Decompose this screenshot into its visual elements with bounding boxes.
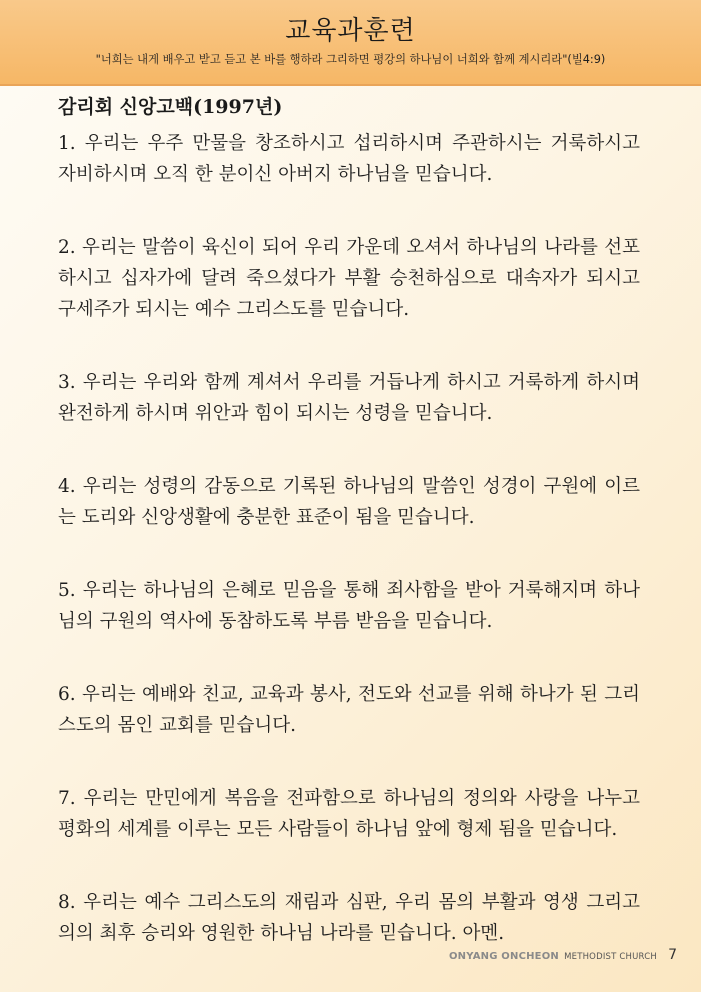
page-header — [0, 0, 701, 86]
confession-article-3: 3. 우리는 우리와 함께 계셔서 우리를 거듭나게 하시고 거룩하게 하시며 완전하게 하시며 위안과 힘이 되시는 성령을 믿습니다. — [58, 372, 640, 424]
section-title: 감리회 신앙고백(1997년) — [58, 96, 283, 118]
page-footer — [449, 944, 677, 963]
page-title: 교육과훈련 — [285, 16, 416, 46]
confession-article-6: 6. 우리는 예배와 친교, 교육과 봉사, 전도와 선교를 위해 하나가 된 그리스도의 몸인 교회를 믿습니다. — [58, 684, 640, 736]
header-verse: "너희는 내게 배우고 받고 듣고 본 바를 행하라 그리하면 평강의 하나님이 너희와 함께 계시리라"(빌4:9) — [95, 53, 606, 66]
confession-articles — [58, 128, 640, 991]
confession-article-5: 5. 우리는 하나님의 은혜로 믿음을 통해 죄사함을 받아 거룩해지며 하나님의 구원의 역사에 동참하도록 부름 받음을 믿습니다. — [58, 580, 640, 632]
confession-article-8: 8. 우리는 예수 그리스도의 재림과 심판, 우리 몸의 부활과 영생 그리고 의의 최후 승리와 영원한 하나님 나라를 믿습니다. 아멘. — [58, 892, 640, 944]
confession-article-7: 7. 우리는 만민에게 복음을 전파함으로 하나님의 정의와 사랑을 나누고 평화의 세계를 이루는 모든 사람들이 하나님 앞에 형제 됨을 믿습니다. — [58, 788, 640, 840]
confession-article-1: 1. 우리는 우주 만물을 창조하시고 섭리하시며 주관하시는 거룩하시고 자비하시며 오직 한 분이신 아버지 하나님을 믿습니다. — [58, 133, 640, 185]
church-name: ONYANG ONCHEON — [448, 951, 559, 962]
page-number: 7 — [668, 947, 677, 963]
confession-article-2: 2. 우리는 말씀이 육신이 되어 우리 가운데 오셔서 하나님의 나라를 선포하시고 십자가에 달려 죽으셨다가 부활 승천하심으로 대속자가 되시고 구세주가 되시는 예수 그리스도를 믿습니다. — [58, 237, 640, 320]
church-subtitle: METHODIST CHURCH — [564, 952, 657, 962]
confession-article-4: 4. 우리는 성령의 감동으로 기록된 하나님의 말씀인 성경이 구원에 이르는 도리와 신앙생활에 충분한 표준이 됨을 믿습니다. — [58, 476, 640, 528]
